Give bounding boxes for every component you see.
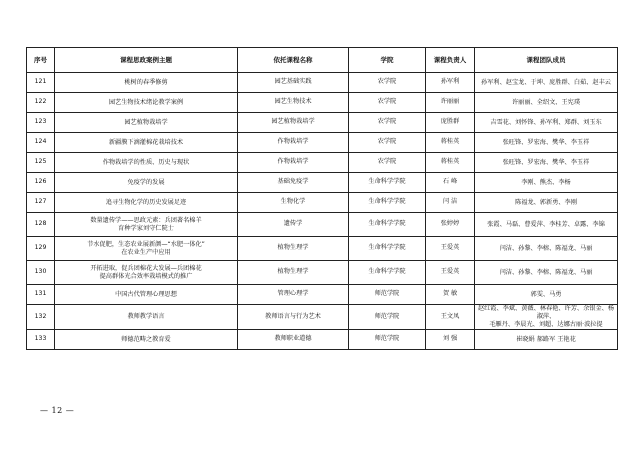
cell-college: 生命科学学院: [349, 237, 426, 261]
cell-college: 生命科学学院: [349, 213, 426, 237]
cell-topic: [55, 93, 238, 113]
cell-team: [475, 261, 618, 285]
cell-lead: 蒋桂英: [426, 153, 475, 173]
cell-topic: [55, 237, 238, 261]
cell-course: 植物生理学: [238, 237, 349, 261]
cell-course: 植物生理学: [238, 261, 349, 285]
table-row: [27, 73, 618, 93]
cell-team: [475, 173, 618, 193]
cell-course: 管理心理学: [238, 285, 349, 305]
cell-college: 农学院: [349, 113, 426, 133]
cell-team: [475, 153, 618, 173]
cell-topic-line: 在农业生产中应用: [121, 248, 171, 256]
cell-topic: [55, 133, 238, 153]
cell-course: 作物栽培学: [238, 133, 349, 153]
cell-topic-line: 数量遗传学——思政元素：兵团著名棉羊: [90, 216, 202, 224]
cell-topic-line: 育种学家刘守仁院士: [118, 224, 174, 232]
table-row: [27, 113, 618, 133]
header-no: 序号: [27, 48, 55, 73]
cell-lead: 贺 敏: [426, 285, 475, 305]
cell-topic: [55, 261, 238, 285]
cell-no: 122: [27, 93, 55, 113]
cell-no: 131: [27, 285, 55, 305]
cell-team: [475, 193, 618, 213]
table-body: [27, 73, 618, 350]
table-row: [27, 213, 618, 237]
cell-team: [475, 213, 618, 237]
cell-college: 师范学院: [349, 305, 426, 330]
cell-no: 132: [27, 305, 55, 330]
header-course: 依托课程名称: [238, 48, 349, 73]
cell-team-line: 毛雁丹、李晨光、刘超、达娜古丽·波拉提: [489, 321, 603, 328]
cell-lead: 张婷婷: [426, 213, 475, 237]
cell-no: 128: [27, 213, 55, 237]
cell-topic-line: 提高群体光合效率栽培模式的推广: [99, 272, 193, 280]
cell-topic: [55, 73, 238, 93]
cell-team-line: 张旺锋、罗宏海、樊华、李玉祥: [502, 158, 590, 166]
cell-topic: [55, 193, 238, 213]
cell-no: 126: [27, 173, 55, 193]
cell-lead: 许丽丽: [426, 93, 475, 113]
cell-college: 师范学院: [349, 330, 426, 350]
cell-team: [475, 330, 618, 350]
cell-no: 124: [27, 133, 55, 153]
course-table: [26, 47, 618, 350]
table-row: [27, 193, 618, 213]
cell-team: [475, 93, 618, 113]
cell-college: 生命科学学院: [349, 173, 426, 193]
cell-team-line: 郭雯、马勇: [530, 290, 562, 298]
cell-course: 基础免疫学: [238, 173, 349, 193]
cell-team-line: 孙军利、赵宝龙、于坤、庞胜群、白茹、赵丰云: [481, 78, 611, 86]
cell-team: [475, 113, 618, 133]
header-team: 课程团队成员: [475, 48, 618, 73]
cell-no: 133: [27, 330, 55, 350]
table-row: [27, 261, 618, 285]
cell-college: 农学院: [349, 153, 426, 173]
cell-course: 生物化学: [238, 193, 349, 213]
cell-topic-line: 开拓进取，促兵团棉花大发展—兵团棉花: [90, 264, 202, 272]
cell-lead: 王爱英: [426, 237, 475, 261]
table-row: [27, 93, 618, 113]
cell-college: 生命科学学院: [349, 193, 426, 213]
cell-lead: 孙军利: [426, 73, 475, 93]
cell-topic-line: 师德范畴之教育爱: [121, 335, 171, 343]
cell-team-line: 李刚、熊杰、李杨: [521, 178, 571, 186]
cell-course: 园艺基础实践: [238, 73, 349, 93]
cell-topic: [55, 173, 238, 193]
cell-team-line: 吉雪花、刘怀锋、孙军利、郑群、刘玉东: [490, 118, 602, 126]
cell-team-line: 崔晓娟 郝路军 王艳花: [516, 335, 576, 343]
header-college: 学院: [349, 48, 426, 73]
table-header-row: [27, 48, 618, 73]
cell-team: [475, 285, 618, 305]
table-row: [27, 153, 618, 173]
cell-lead: 庞胜群: [426, 113, 475, 133]
cell-topic: [55, 153, 238, 173]
table-row: [27, 237, 618, 261]
cell-team: [475, 73, 618, 93]
cell-team-line: 赵红霞、李斌、黄薇、林春艳、许芳、余银金、杨淑萍、: [477, 305, 615, 320]
cell-team-line: 许丽丽、全绍文、王宪璞: [511, 98, 581, 106]
cell-no: 127: [27, 193, 55, 213]
cell-lead: 王爱英: [426, 261, 475, 285]
cell-college: 农学院: [349, 73, 426, 93]
cell-no: 130: [27, 261, 55, 285]
cell-team: [475, 133, 618, 153]
cell-topic-line: 作物栽培学的性质、历史与现状: [102, 158, 190, 166]
cell-team: [475, 237, 618, 261]
table-row: [27, 133, 618, 153]
table-row: [27, 173, 618, 193]
cell-topic: [55, 113, 238, 133]
cell-topic-line: 教师教学语言: [127, 313, 165, 320]
cell-topic-line: 中国古代管理心理思想: [115, 290, 177, 298]
cell-course: 园艺植物栽培学: [238, 113, 349, 133]
cell-team: [475, 305, 618, 330]
cell-course: 园艺生物技术: [238, 93, 349, 113]
cell-lead: 王文凤: [426, 305, 475, 330]
page-number: — 12 —: [40, 406, 75, 415]
cell-college: 农学院: [349, 93, 426, 113]
cell-topic: [55, 330, 238, 350]
document-page: [26, 47, 617, 350]
cell-topic-line: 园艺生物技术绪论教学案例: [108, 98, 184, 106]
header-lead: 课程负责人: [426, 48, 475, 73]
cell-team-line: 张霞、马磊、曹爱萍、李桂芳、卓露、李锦: [487, 220, 605, 228]
cell-no: 125: [27, 153, 55, 173]
cell-lead: 闫 洁: [426, 193, 475, 213]
cell-course: 作物栽培学: [238, 153, 349, 173]
header-topic: 课程思政案例主题: [55, 48, 238, 73]
cell-team-line: 闫洁、孙黎、李榕、陈福龙、马丽: [499, 268, 593, 276]
cell-lead: 刘 强: [426, 330, 475, 350]
table-row: [27, 285, 618, 305]
cell-no: 121: [27, 73, 55, 93]
cell-topic-line: 新疆膜下滴灌棉花栽培技术: [108, 138, 184, 146]
cell-college: 农学院: [349, 133, 426, 153]
cell-topic: [55, 213, 238, 237]
cell-course: 教师语言与行为艺术: [238, 305, 349, 330]
cell-no: 129: [27, 237, 55, 261]
cell-topic-line: 园艺植物栽培学: [124, 118, 168, 126]
cell-topic-line: 桃树的春季修剪: [124, 78, 168, 86]
cell-team-line: 陈福龙、郭新勇、李刚: [515, 198, 577, 206]
cell-college: 师范学院: [349, 285, 426, 305]
cell-lead: 石 峰: [426, 173, 475, 193]
cell-team-line: 闫洁、孙黎、李榕、陈福龙、马丽: [499, 244, 593, 252]
cell-no: 123: [27, 113, 55, 133]
cell-topic: [55, 305, 238, 330]
table-row: [27, 330, 618, 350]
cell-topic-line: 节水促肥，生态农业展新颜—“水肥一体化”: [87, 240, 205, 248]
cell-college: 生命科学学院: [349, 261, 426, 285]
cell-topic: [55, 285, 238, 305]
cell-topic-line: 免疫学的发展: [127, 178, 165, 186]
cell-topic-line: 追寻生物化学的历史发展足迹: [105, 198, 187, 206]
cell-lead: 蒋桂英: [426, 133, 475, 153]
cell-course: 遗传学: [238, 213, 349, 237]
table-row: [27, 305, 618, 330]
cell-course: 教师职业道德: [238, 330, 349, 350]
cell-team-line: 张旺锋、罗宏海、樊华、李玉祥: [502, 138, 590, 146]
